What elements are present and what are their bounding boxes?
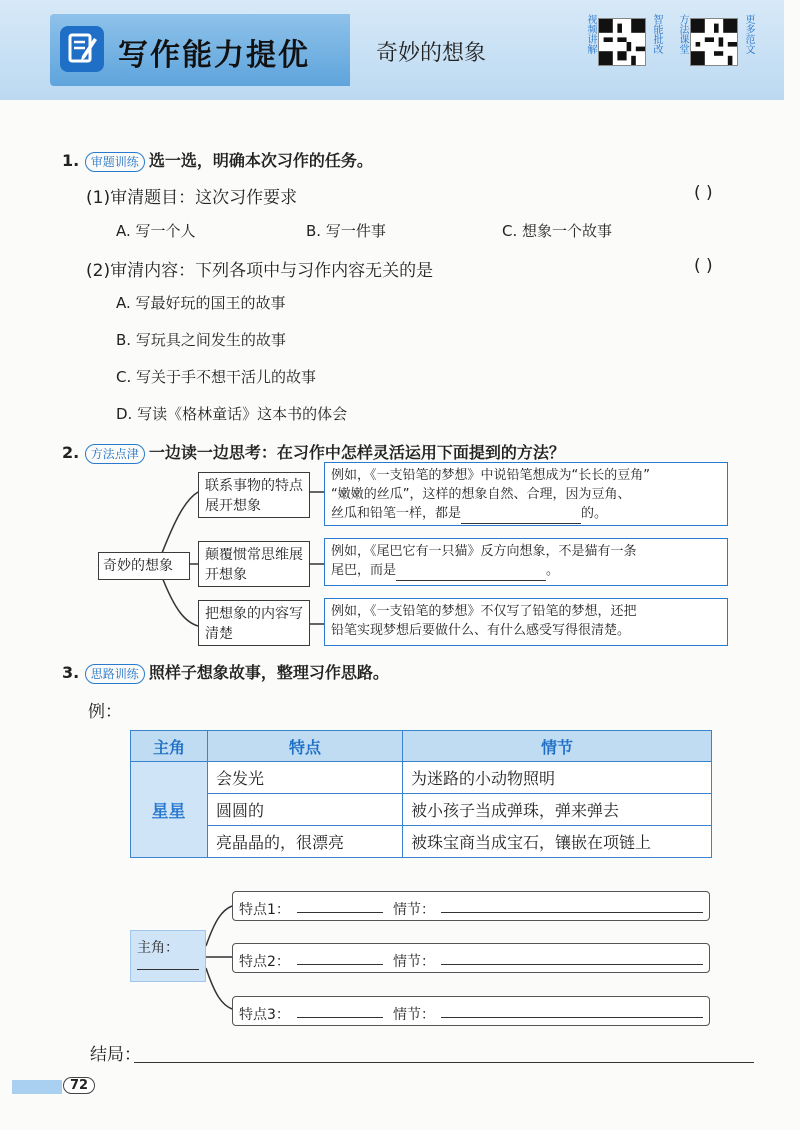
qr-label-method: 方法课堂 [677, 14, 688, 54]
trait-3-blank[interactable] [297, 1017, 383, 1018]
q1-sub2-option-b[interactable]: B. 写玩具之间发生的故事 [116, 331, 286, 349]
page-number: 72 [63, 1077, 95, 1094]
mindmap-center: 奇妙的想象 [98, 552, 190, 580]
badge-outline: 思路训练 [85, 664, 145, 684]
plot-2-blank[interactable] [441, 964, 703, 965]
plot-1-blank[interactable] [441, 912, 703, 913]
q1-sub1-option-a[interactable]: A. 写一个人 [116, 222, 196, 240]
q1-sub2-option-c[interactable]: C. 写关于手不想干活儿的故事 [116, 368, 317, 386]
q1-sub1-answer-blank[interactable]: ( ) [694, 183, 713, 203]
table-header-plot: 情节 [403, 731, 712, 762]
method-2-name: 颠覆惯常思维展开想象 [198, 541, 310, 587]
trait-2-blank[interactable] [297, 964, 383, 965]
table-row: 星星 会发光 为迷路的小动物照明 [131, 762, 712, 794]
q1-sub1-option-b[interactable]: B. 写一件事 [306, 222, 386, 240]
question-2: 2. 方法点津 一边读一边思考：在习作中怎样灵活运用下面提到的方法？ [62, 443, 565, 462]
table-header-trait: 特点 [208, 731, 403, 762]
qr-label-grading: 智能批改 [651, 14, 662, 54]
outline-role-box[interactable]: 主角： [130, 930, 206, 982]
qr-label-more: 更多范文 [743, 14, 754, 54]
method-1-name: 联系事物的特点展开想象 [198, 472, 310, 518]
outline-row-1: 特点1： 情节： [232, 891, 710, 921]
qr-label-video: 视频讲解 [585, 14, 596, 54]
method-3-example: 例如，《一支铅笔的梦想》不仅写了铅笔的梦想，还把 铅笔实现梦想后要做什么、有什么感受写得很清楚。 [324, 598, 728, 646]
table-header-role: 主角 [131, 731, 208, 762]
q1-sub2-option-a[interactable]: A. 写最好玩的国王的故事 [116, 294, 286, 312]
trait-1-blank[interactable] [297, 912, 383, 913]
table-role-cell: 星星 [131, 762, 208, 858]
outline-row-2: 特点2： 情节： [232, 943, 710, 973]
footer-accent-bar [12, 1080, 62, 1094]
ending-answer-blank[interactable] [134, 1062, 754, 1063]
outline-row-3: 特点3： 情节： [232, 996, 710, 1026]
question-1: 1. 审题训练 选一选，明确本次习作的任务。 [62, 151, 373, 170]
plot-3-blank[interactable] [441, 1017, 703, 1018]
section-title: 写作能力提优 [118, 38, 310, 73]
q1-sub2-answer-blank[interactable]: ( ) [694, 256, 713, 276]
q1-sub2-option-d[interactable]: D. 写读《格林童话》这本书的体会 [116, 405, 348, 423]
example-label: 例： [88, 702, 122, 722]
ending-label: 结局： [90, 1045, 141, 1065]
method-3-name: 把想象的内容写清楚 [198, 600, 310, 646]
badge-method: 方法点津 [85, 444, 145, 464]
table-row: 亮晶晶的，很漂亮 被珠宝商当成宝石，镶嵌在项链上 [131, 826, 712, 858]
method-1-example: 例如，《一支铅笔的梦想》中说铅笔想成为“长长的豆角” “嫩嫩的丝瓜”，这样的想象自然、合理，因为豆角、 丝瓜和铅笔一样，都是 的。 [324, 462, 728, 526]
q1-sub1: (1)审清题目：这次习作要求 [86, 188, 298, 208]
section-subtitle: 奇妙的想象 [376, 41, 487, 66]
question-3: 3. 思路训练 照样子想象故事，整理习作思路。 [62, 663, 389, 682]
badge-review: 审题训练 [85, 152, 145, 172]
method-2-example: 例如，《尾巴它有一只猫》反方向想象，不是猫有一条 尾巴，而是 。 [324, 538, 728, 586]
role-answer-blank[interactable] [137, 969, 199, 970]
table-row: 圆圆的 被小孩子当成弹珠，弹来弹去 [131, 794, 712, 826]
q1-sub1-option-c[interactable]: C. 想象一个故事 [502, 222, 613, 240]
q1-sub2: (2)审清内容：下列各项中与习作内容无关的是 [86, 261, 434, 281]
